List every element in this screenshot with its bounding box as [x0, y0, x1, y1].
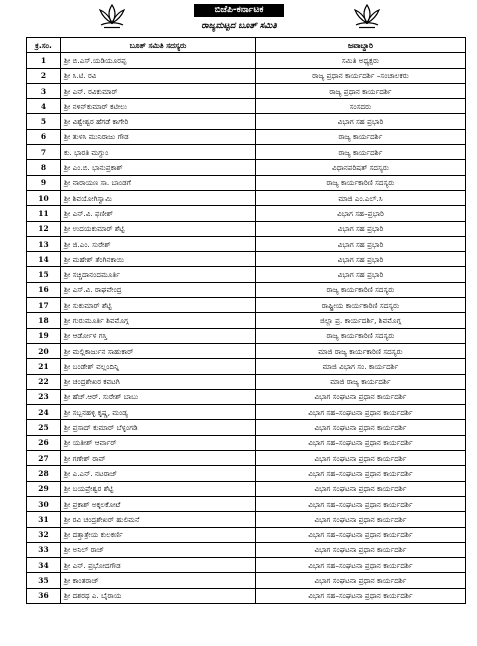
responsibility-cell: ವಿಭಾಗ ಸಹ ಪ್ರಭಾರಿ	[256, 221, 466, 236]
member-name-cell: ಶ್ರೀ ಆರ್ಡೋಳ ಗಸ್ತಿ	[61, 328, 256, 343]
responsibility-cell: ವಿಭಾಗ ಸಹ ಪ್ರಭಾರಿ	[256, 236, 466, 251]
member-name-cell: ಶ್ರೀ ಬಿ.ಎಸ್.ಯಡಿಯೂರಪ್ಪ	[61, 53, 256, 68]
table-row	[27, 313, 466, 328]
responsibility-cell: ವಿಭಾಗ ಸಂಘಟನಾ ಪ್ರಧಾನ ಕಾರ್ಯದರ್ಶಿ	[256, 512, 466, 527]
member-name-cell: ಶ್ರೀ ಎನ್. ರವಿಕುಮಾರ್	[61, 83, 256, 98]
responsibility-cell: ವಿಭಾಗ ಸಹ–ಸಂಘಟನಾ ಪ್ರಧಾನ ಕಾರ್ಯದರ್ಶಿ	[256, 435, 466, 450]
serial-number-cell: 31	[27, 512, 61, 527]
table-row	[27, 53, 466, 68]
table-row	[27, 527, 466, 542]
responsibility-cell: ರಾಜ್ಯ ಪ್ರಧಾನ ಕಾರ್ಯದರ್ಶಿ –ಸಂಚಾಲಕರು	[256, 68, 466, 83]
responsibility-cell: ರಾಜ್ಯ ಕಾರ್ಯಕಾರಿಣಿ ಸದಸ್ಯರು	[256, 328, 466, 343]
member-name-cell: ಶ್ರೀ ಎನ್. ಪ್ರಭೋದಗೌಡ	[61, 558, 256, 573]
member-name-cell: ಶ್ರೀ ದತ್ತಾತ್ರೇಯ ಕುಲಕರ್ಣಿ	[61, 527, 256, 542]
serial-number-cell: 5	[27, 114, 61, 129]
responsibility-cell: ವಿಭಾಗ ಸಂಘಟನಾ ಪ್ರಧಾನ ಕಾರ್ಯದರ್ಶಿ	[256, 420, 466, 435]
responsibility-cell: ಮಾಜಿ ವಿಭಾಗ ಸಂ. ಕಾರ್ಯದರ್ಶಿ	[256, 359, 466, 374]
member-name-cell: ಶ್ರೀ ಗುರುಮೂರ್ತಿ ಶಿವಮೊಗ್ಗ	[61, 313, 256, 328]
responsibility-cell: ವಿಭಾಗ ಸಂಘಟನಾ ಪ್ರಧಾನ ಕಾರ್ಯದರ್ಶಿ	[256, 542, 466, 557]
table-row	[27, 68, 466, 83]
serial-number-cell: 24	[27, 405, 61, 420]
table-row	[27, 542, 466, 557]
member-name-cell: ಶ್ರೀ ಸಚ್ಚಿದಾನಂದಮೂರ್ತಿ	[61, 267, 256, 282]
table-row	[27, 420, 466, 435]
members-table	[26, 37, 466, 604]
member-name-cell: ಶ್ರೀ ಪ್ರಕಾಶ್ ಅಕ್ಕಲಕೋಟೆ	[61, 496, 256, 511]
responsibility-cell: ವಿಭಾಗ ಸಹ–ಸಂಘಟನಾ ಪ್ರಧಾನ ಕಾರ್ಯದರ್ಶಿ	[256, 558, 466, 573]
table-row	[27, 236, 466, 251]
table-row	[27, 221, 466, 236]
responsibility-cell: ರಾಜ್ಯ ಕಾರ್ಯಕಾರಿಣಿ ಸದಸ್ಯರು	[256, 175, 466, 190]
member-name-cell: ಶ್ರೀ ಕಾಂತರಾಜ್	[61, 573, 256, 588]
member-name-cell: ಶ್ರೀ ನಳಿನ್‌ಕುಮಾರ್ ಕಟೀಲು	[61, 99, 256, 114]
serial-number-cell: 33	[27, 542, 61, 557]
table-row	[27, 99, 466, 114]
member-name-cell: ಶ್ರೀ ಉದಯಕುಮಾರ್ ಶೆಟ್ಟಿ	[61, 221, 256, 236]
responsibility-cell: ವಿಭಾಗ ಸಹ–ಸಂಘಟನಾ ಪ್ರಧಾನ ಕಾರ್ಯದರ್ಶಿ	[256, 405, 466, 420]
table-row	[27, 481, 466, 496]
responsibility-cell: ವಿಭಾಗ ಸಂಘಟನಾ ಪ್ರಧಾನ ಕಾರ್ಯದರ್ಶಿ	[256, 389, 466, 404]
serial-number-cell: 26	[27, 435, 61, 450]
member-name-cell: ಶ್ರೀ ಹೆಚ್.ಆರ್. ಸುರೇಶ್ ಬಾಬು	[61, 389, 256, 404]
table-row	[27, 405, 466, 420]
responsibility-cell: ವಿಧಾನಪರಿಷತ್ ಸದಸ್ಯರು	[256, 160, 466, 175]
table-row	[27, 558, 466, 573]
member-name-cell: ಶ್ರೀ ಎನ್.ವಿ. ಫಣೀಶ್	[61, 206, 256, 221]
table-row	[27, 496, 466, 511]
serial-number-cell: 28	[27, 466, 61, 481]
table-row	[27, 343, 466, 358]
member-name-cell: ಶ್ರೀ ಮಲ್ಲಿಕಾರ್ಜುನ ಸಾಹುಕಾರ್	[61, 343, 256, 358]
serial-number-cell: 19	[27, 328, 61, 343]
serial-number-cell: 14	[27, 252, 61, 267]
serial-number-cell: 1	[27, 53, 61, 68]
serial-number-cell: 23	[27, 389, 61, 404]
member-name-cell: ಶ್ರೀ ಎಸ್.ವಿ. ರಾಘವೇಂದ್ರ	[61, 282, 256, 297]
serial-number-cell: 16	[27, 282, 61, 297]
responsibility-cell: ರಾಜ್ಯ ಪ್ರಧಾನ ಕಾರ್ಯದರ್ಶಿ	[256, 83, 466, 98]
page-subtitle: ರಾಜ್ಯಮಟ್ಟದ ಬೂತ್ ಸಮಿತಿ	[201, 21, 277, 31]
serial-number-cell: 12	[27, 221, 61, 236]
member-name-cell: ಶ್ರೀ ರವಿ ಚಂದ್ರಶೇಖರ್ ಹುಲಿಮನೆ	[61, 512, 256, 527]
column-header-members: ಬೂತ್ ಸಮಿತಿ ಸದಸ್ಯರು	[61, 38, 256, 53]
document-header	[0, 0, 477, 38]
lotus-logo-icon	[97, 3, 127, 29]
serial-number-cell: 34	[27, 558, 61, 573]
member-name-cell: ಶ್ರೀ ಅನಿಲ್ ರಾಜ್	[61, 542, 256, 557]
member-name-cell: ಶ್ರೀ ಶಿವಯೋಗಿಸ್ವಾಮಿ	[61, 190, 256, 205]
serial-number-cell: 36	[27, 588, 61, 603]
serial-number-cell: 4	[27, 99, 61, 114]
serial-number-cell: 11	[27, 206, 61, 221]
serial-number-cell: 21	[27, 359, 61, 374]
serial-number-cell: 18	[27, 313, 61, 328]
table-row	[27, 435, 466, 450]
member-name-cell: ಶ್ರೀ ಎ.ಎನ್. ನಟರಾಜ್	[61, 466, 256, 481]
member-name-cell: ಶ್ರೀ ಪ್ರಸಾದ್ ಕುಮಾರ್ ಬೆಳ್ಳಂಗಡಿ	[61, 420, 256, 435]
serial-number-cell: 7	[27, 145, 61, 160]
responsibility-cell: ಸಮಿತಿ ಅಧ್ಯಕ್ಷರು	[256, 53, 466, 68]
member-name-cell: ಕು. ಭಾರತಿ ಮಗ್ದುಂ	[61, 145, 256, 160]
responsibility-cell: ರಾಜ್ಯ ಕಾರ್ಯದರ್ಶಿ	[256, 129, 466, 144]
serial-number-cell: 13	[27, 236, 61, 251]
member-name-cell: ಶ್ರೀ ತುಳಸಿ ಮುನಿರಾಜು ಗೌಡ	[61, 129, 256, 144]
serial-number-cell: 15	[27, 267, 61, 282]
table-row	[27, 282, 466, 297]
member-name-cell: ಶ್ರೀ ದಶರಥ ಎ. ಬೈರಾಯ	[61, 588, 256, 603]
lotus-logo-icon	[352, 3, 382, 29]
serial-number-cell: 2	[27, 68, 61, 83]
table-row	[27, 252, 466, 267]
serial-number-cell: 29	[27, 481, 61, 496]
member-name-cell: ಶ್ರೀ ಯತೀಶ್ ಆರ್ವಾರ್	[61, 435, 256, 450]
serial-number-cell: 32	[27, 527, 61, 542]
table-row	[27, 298, 466, 313]
table-row	[27, 129, 466, 144]
table-row	[27, 389, 466, 404]
responsibility-cell: ವಿಭಾಗ ಸಹ–ಸಂಘಟನಾ ಪ್ರಧಾನ ಕಾರ್ಯದರ್ಶಿ	[256, 588, 466, 603]
member-name-cell: ಶ್ರೀ ಎಂ.ಬಿ. ಭಾನುಪ್ರಕಾಶ್	[61, 160, 256, 175]
table-row	[27, 588, 466, 603]
responsibility-cell: ವಿಭಾಗ ಸಹ ಪ್ರಭಾರಿ	[256, 267, 466, 282]
column-header-responsibility: ಜವಾಬ್ದಾರಿ	[256, 38, 466, 53]
responsibility-cell: ವಿಭಾಗ ಸಹ ಪ್ರಭಾರಿ	[256, 114, 466, 129]
member-name-cell: ಶ್ರೀ ನಾರಾಯಣ ಸಾ. ಬಾಂಡಗೆ	[61, 175, 256, 190]
table-row	[27, 573, 466, 588]
member-name-cell: ಶ್ರೀ ಬಂಡೇಶ್ ವಲ್ಲಂದಿನ್ನಿ	[61, 359, 256, 374]
table-header-row	[27, 38, 466, 53]
table-row	[27, 206, 466, 221]
responsibility-cell: ಮಾಜಿ ರಾಜ್ಯ ಕಾರ್ಯಕಾರಿಣಿ ಸದಸ್ಯರು	[256, 343, 466, 358]
serial-number-cell: 3	[27, 83, 61, 98]
responsibility-cell: ಜಿಲ್ಲಾ ಪ್ರ. ಕಾರ್ಯದರ್ಶಿ, ಶಿವಮೊಗ್ಗ	[256, 313, 466, 328]
responsibility-cell: ಮಾಜಿ ಎಂ.ಎಲ್.ಸಿ	[256, 190, 466, 205]
member-name-cell: ಶ್ರೀ ಜಿ.ಎಂ. ಸುರೇಶ್	[61, 236, 256, 251]
serial-number-cell: 10	[27, 190, 61, 205]
member-name-cell: ಶ್ರೀ ಮಹೇಶ್ ತೆಂಗಿನಕಾಯಿ	[61, 252, 256, 267]
member-name-cell: ಶ್ರೀ ಸುಕುಮಾರ್ ಶೆಟ್ಟಿ	[61, 298, 256, 313]
responsibility-cell: ವಿಭಾಗ ಸಹ ಪ್ರಭಾರಿ	[256, 252, 466, 267]
table-row	[27, 114, 466, 129]
table-row	[27, 466, 466, 481]
table-row	[27, 190, 466, 205]
member-name-cell: ಶ್ರೀ ಚಂದ್ರಶೇಖರ ಕವಟಗಿ	[61, 374, 256, 389]
serial-number-cell: 22	[27, 374, 61, 389]
responsibility-cell: ವಿಭಾಗ ಸಂಘಟನಾ ಪ್ರಧಾನ ಕಾರ್ಯದರ್ಶಿ	[256, 573, 466, 588]
responsibility-cell: ರಾಜ್ಯ ಕಾರ್ಯಕಾರಿಣಿ ಸದಸ್ಯರು	[256, 282, 466, 297]
serial-number-cell: 6	[27, 129, 61, 144]
table-row	[27, 359, 466, 374]
serial-number-cell: 9	[27, 175, 61, 190]
page-title: ಬಿಜೆಪಿ-ಕರ್ನಾಟಕ	[194, 4, 284, 17]
serial-number-cell: 25	[27, 420, 61, 435]
responsibility-cell: ವಿಭಾಗ ಸಂಘಟನಾ ಪ್ರಧಾನ ಕಾರ್ಯದರ್ಶಿ	[256, 451, 466, 466]
column-header-serial: ಕ್ರ.ಸಂ.	[27, 38, 61, 53]
responsibility-cell: ಸಂಸದರು	[256, 99, 466, 114]
table-row	[27, 160, 466, 175]
responsibility-cell: ವಿಭಾಗ ಸಂಘಟನಾ ಪ್ರಧಾನ ಕಾರ್ಯದರ್ಶಿ	[256, 481, 466, 496]
table-row	[27, 267, 466, 282]
table-row	[27, 374, 466, 389]
member-name-cell: ಶ್ರೀ ಸಿ.ಟಿ. ರವಿ	[61, 68, 256, 83]
table-row	[27, 175, 466, 190]
responsibility-cell: ವಿಭಾಗ ಸಹ–ಸಂಘಟನಾ ಪ್ರಧಾನ ಕಾರ್ಯದರ್ಶಿ	[256, 527, 466, 542]
member-name-cell: ಶ್ರೀ ಸಬ್ಬನಹಳ್ಳಿ ಕೃಷ್ಣ, ಮಂಡ್ಯ	[61, 405, 256, 420]
serial-number-cell: 20	[27, 343, 61, 358]
responsibility-cell: ರಾಜ್ಯ ಕಾರ್ಯದರ್ಶಿ	[256, 145, 466, 160]
responsibility-cell: ವಿಭಾಗ ಸಹ–ಸಂಘಟನಾ ಪ್ರಧಾನ ಕಾರ್ಯದರ್ಶಿ	[256, 466, 466, 481]
table-row	[27, 83, 466, 98]
responsibility-cell: ಮಾಜಿ ರಾಜ್ಯ ಕಾರ್ಯದರ್ಶಿ	[256, 374, 466, 389]
serial-number-cell: 30	[27, 496, 61, 511]
table-row	[27, 328, 466, 343]
serial-number-cell: 27	[27, 451, 61, 466]
serial-number-cell: 8	[27, 160, 61, 175]
serial-number-cell: 35	[27, 573, 61, 588]
responsibility-cell: ವಿಭಾಗ ಸಹ–ಸಂಘಟನಾ ಪ್ರಧಾನ ಕಾರ್ಯದರ್ಶಿ	[256, 496, 466, 511]
responsibility-cell: ವಿಭಾಗ ಸಹ–ಪ್ರಭಾರಿ	[256, 206, 466, 221]
member-name-cell: ಶ್ರೀ ಗಣೇಶ್ ರಾವ್	[61, 451, 256, 466]
table-row	[27, 145, 466, 160]
serial-number-cell: 17	[27, 298, 61, 313]
member-name-cell: ಶ್ರೀ ವಿಶ್ವೇಶ್ವರ ಹೆಗಡೆ ಕಾಗೇರಿ	[61, 114, 256, 129]
member-name-cell: ಶ್ರೀ ಬಯಪ್ರೇಶ್ವರ ಶೆಟ್ಟಿ	[61, 481, 256, 496]
table-row	[27, 451, 466, 466]
responsibility-cell: ರಾಷ್ಟ್ರೀಯ ಕಾರ್ಯಕಾರಿಣಿ ಸದಸ್ಯರು	[256, 298, 466, 313]
table-row	[27, 512, 466, 527]
